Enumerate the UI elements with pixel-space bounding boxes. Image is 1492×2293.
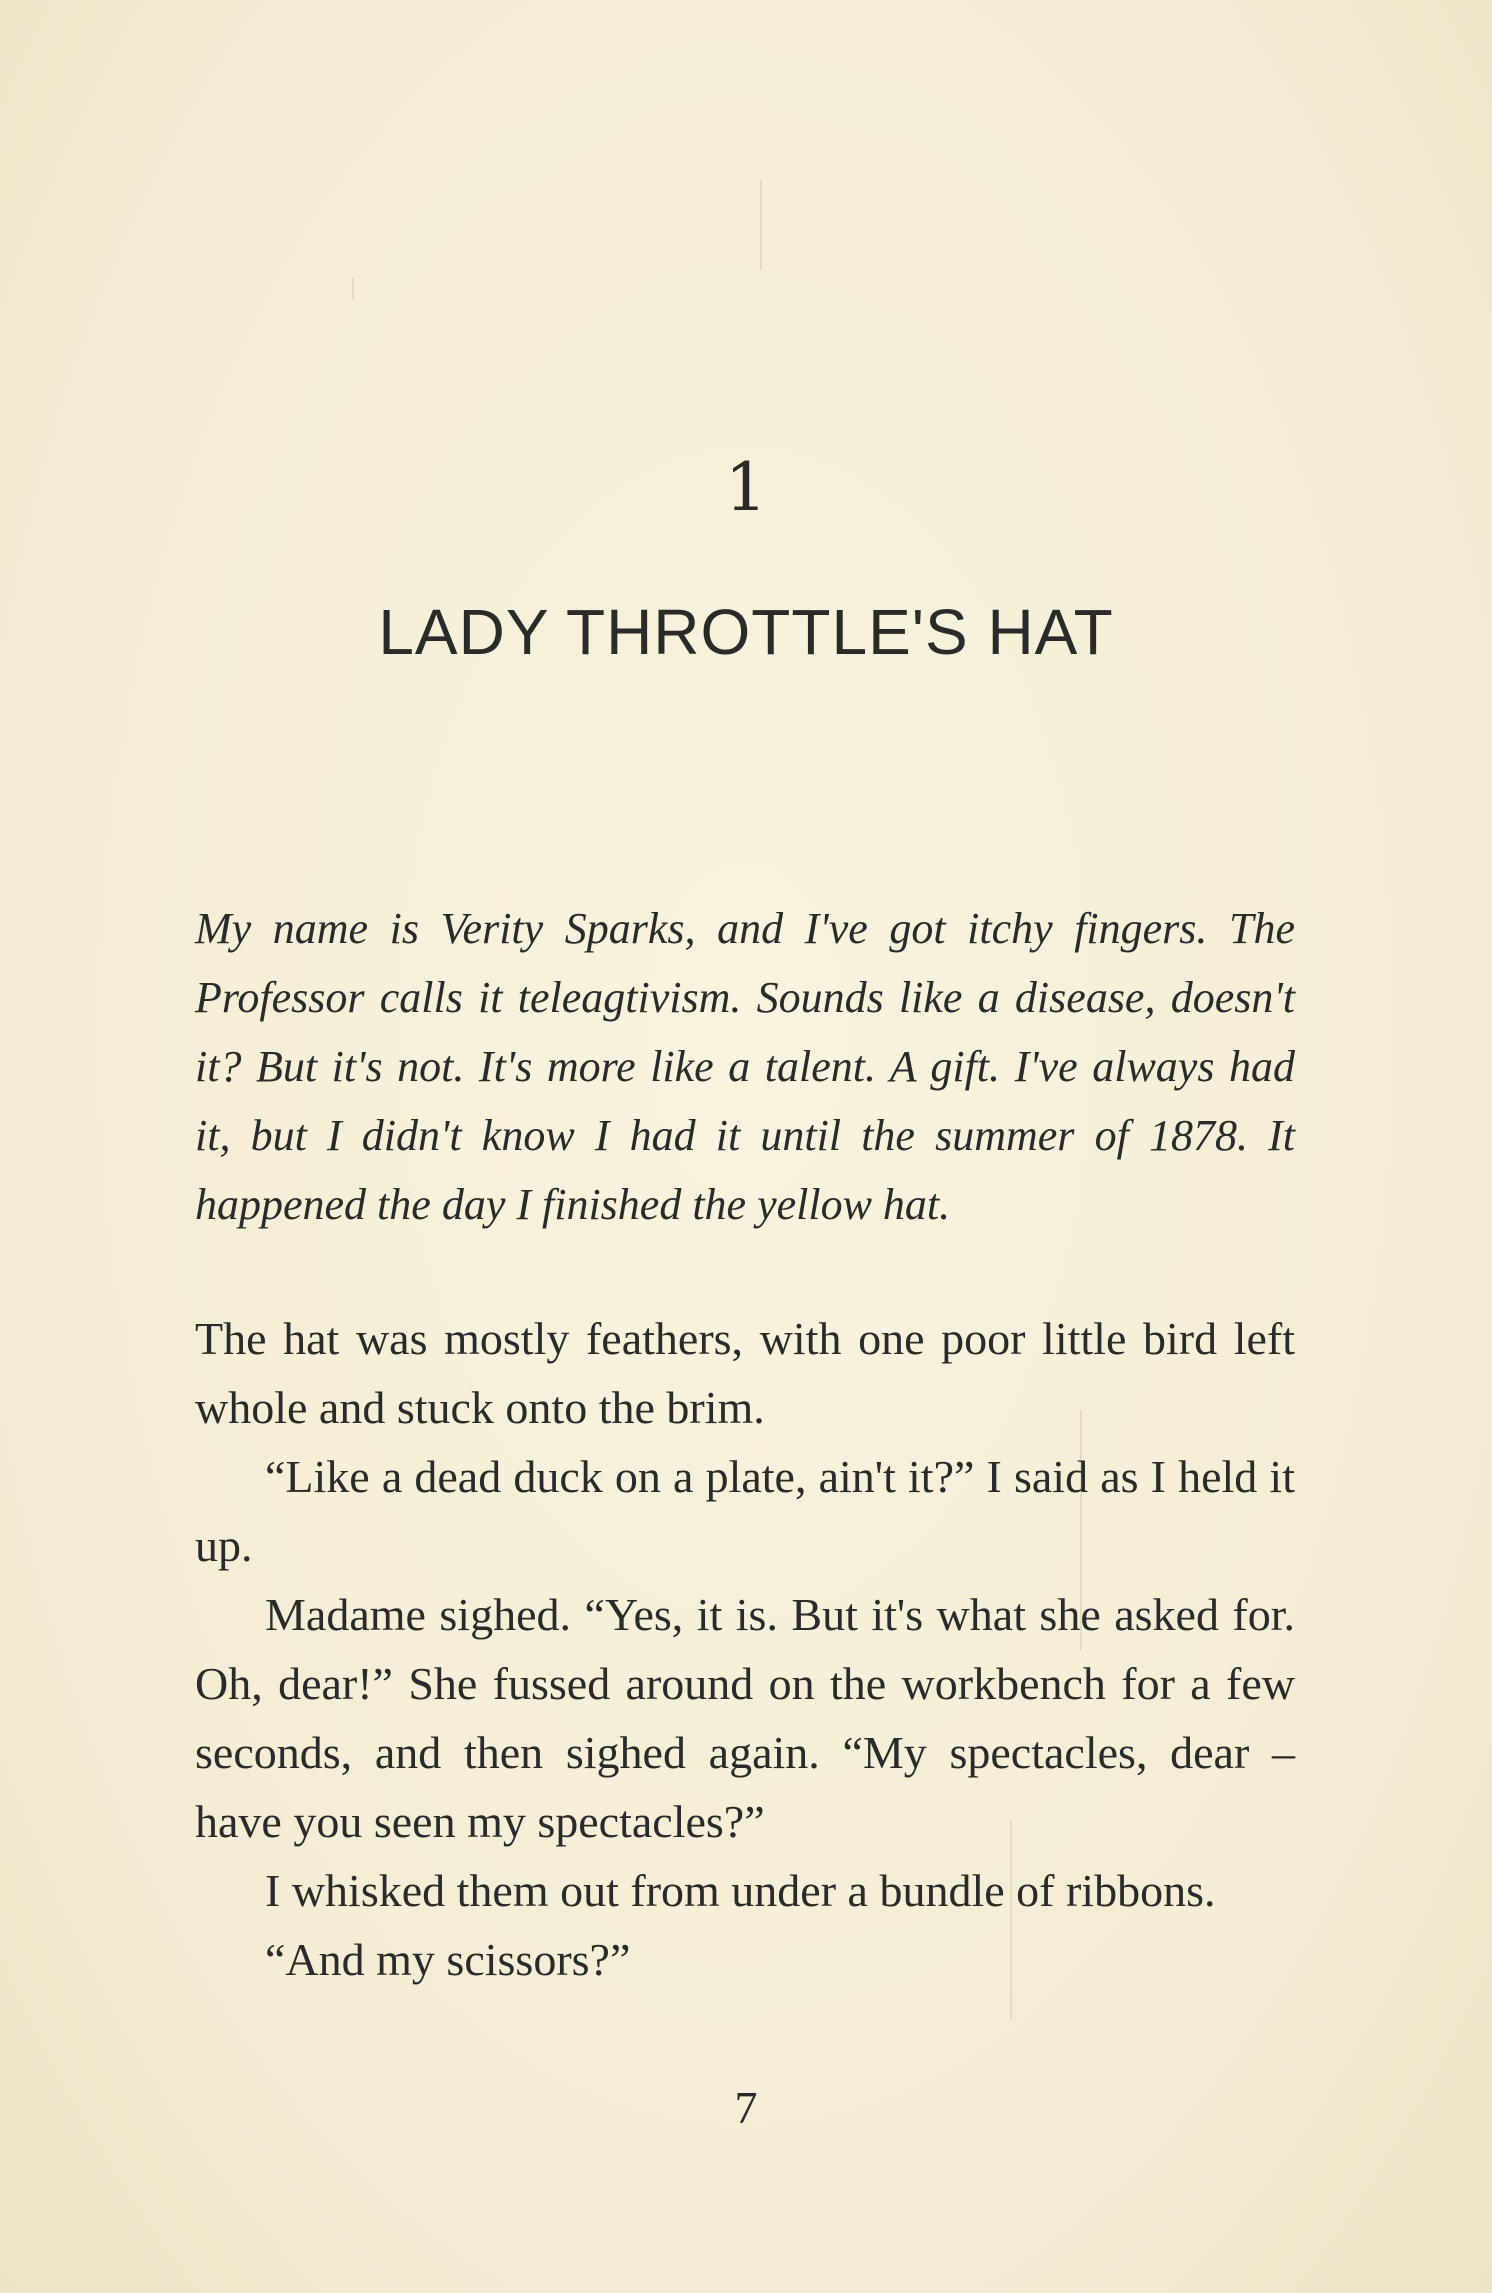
body-text <box>195 1304 1295 1994</box>
paragraph: The hat was mostly feathers, with one poor little bird left whole and stuck onto the brim. <box>195 1313 1295 1433</box>
paragraph: “And my scissors?” <box>265 1934 631 1985</box>
paragraph: Madame sighed. “Yes, it is. But it's what she asked for. Oh, dear!” She fussed around on the workbench for a few seconds, and then sighed again. “My spectacles, dear – have you seen my spectacles?” <box>195 1589 1295 1847</box>
chapter-number: 1 <box>725 449 767 526</box>
chapter-title: LADY THROTTLE'S HAT <box>378 596 1114 668</box>
intro-paragraph: My name is Verity Sparks, and I've got itchy fingers. The Professor calls it teleagtivism. Sounds like a disease, doesn't it? But it's not. It's more like a talent. A gift. I've always had it, but I didn't know I had it until the summer of 1878. It happened the day I finished the yellow hat. <box>195 904 1295 1229</box>
paper-mark <box>352 278 354 300</box>
paper-mark <box>760 180 762 270</box>
page-number: 7 <box>734 2082 758 2133</box>
paragraph: I whisked them out from under a bundle of ribbons. <box>265 1865 1216 1916</box>
paragraph: “Like a dead duck on a plate, ain't it?” I said as I held it up. <box>195 1451 1295 1571</box>
